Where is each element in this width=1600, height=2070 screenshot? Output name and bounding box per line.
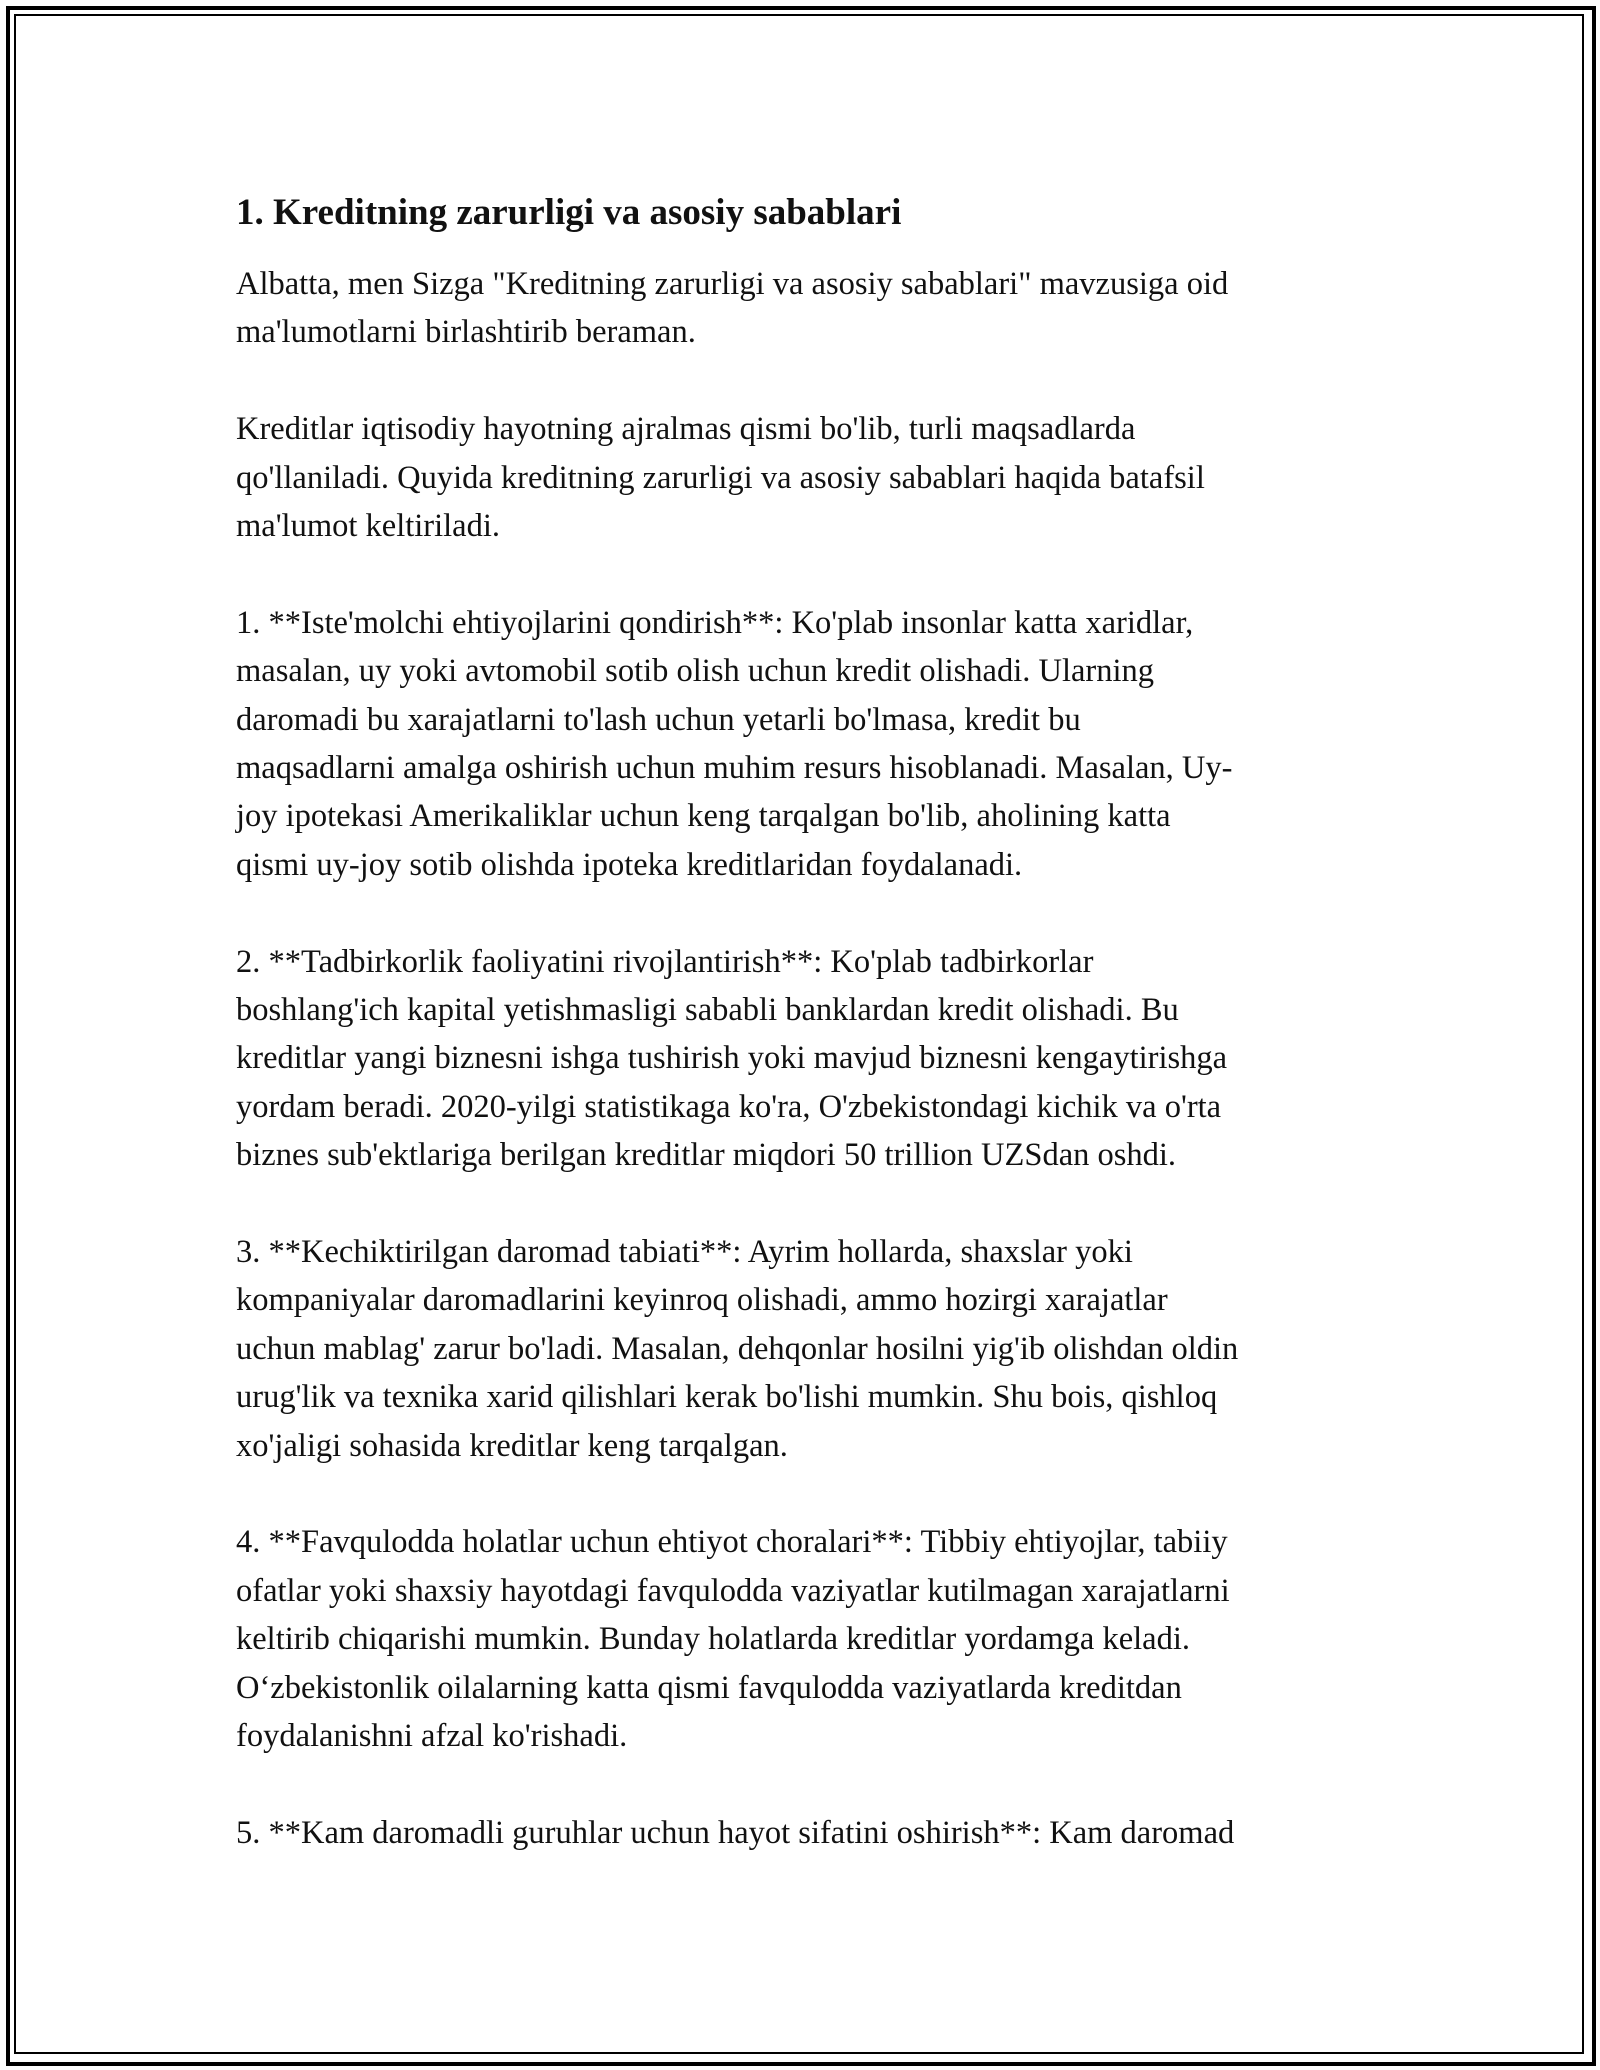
paragraph-item-1: 1. **Iste'molchi ehtiyojlarini qondirish**: Ko'plab insonlar katta xaridlar, masalan, uy yoki avtomobil sotib olish uchun kredit olishadi. Ularning daromadi bu xarajatlarni to'lash uchun yetarli bo'lmasa, kredit bu maqsadlarni amalga oshirish uchun muhim resurs hisoblanadi. Masalan, Uy- joy ipotekasi Amerikaliklar uchun keng tarqalgan bo'lib, aholining katta qismi uy-joy sotib olishda ipoteka kreditlaridan foydalanadi.	[236, 604, 1233, 883]
paragraph-overview: Kreditlar iqtisodiy hayotning ajralmas qismi bo'lib, turli maqsadlarda qo'llaniladi. Quyida kreditning zarurligi va asosiy sabablari haqida batafsil ma'lumot keltiriladi.	[236, 411, 1205, 545]
paragraph-item-3: 3. **Kechiktirilgan daromad tabiati**: Ayrim hollarda, shaxslar yoki kompaniyalar daromadlarini keyinroq olishadi, ammo hozirgi xarajatlar uchun mablag' zarur bo'ladi. Masalan, dehqonlar hosilni yig'ib olishdan oldin urug'lik va texnika xarid qilishlari kerak bo'lishi mumkin. Shu bois, qishloq xo'jaligi sohasida kreditlar keng tarqalgan.	[236, 1234, 1239, 1464]
paragraph-intro: Albatta, men Sizga "Kreditning zarurligi va asosiy sabablari" mavzusiga oid ma'lumotlarni birlashtirib beraman.	[236, 266, 1229, 351]
paragraph-item-4: 4. **Favqulodda holatlar uchun ehtiyot choralari**: Tibbiy ehtiyojlar, tabiiy ofatlar yoki shaxsiy hayotdagi favqulodda vaziyatlar kutilmagan xarajatlarni keltirib chiqarishi mumkin. Bunday holatlarda kreditlar yordamga keladi. O‘zbekistonlik oilalarning katta qismi favqulodda vaziyatlarda kreditdan foydalanishni afzal ko'rishadi.	[236, 1524, 1230, 1755]
document-title: 1. Kreditning zarurligi va asosiy sabablari	[236, 192, 902, 233]
paragraph-item-2: 2. **Tadbirkorlik faoliyatini rivojlantirish**: Ko'plab tadbirkorlar boshlang'ich kapital yetishmasligi sababli banklardan kredit olishadi. Bu kreditlar yangi biznesni ishga tushirish yoki mavjud biznesni kengaytirishga yordam beradi. 2020-yilgi statistikaga ko'ra, O'zbekistondagi kichik va o'rta biznes sub'ektlariga berilgan kreditlar miqdori 50 trillion UZSdan oshdi.	[236, 943, 1228, 1174]
document-body	[236, 186, 1386, 1906]
paragraph-item-5: 5. **Kam daromadli guruhlar uchun hayot sifatini oshirish**: Kam daromad	[236, 1814, 1235, 1851]
